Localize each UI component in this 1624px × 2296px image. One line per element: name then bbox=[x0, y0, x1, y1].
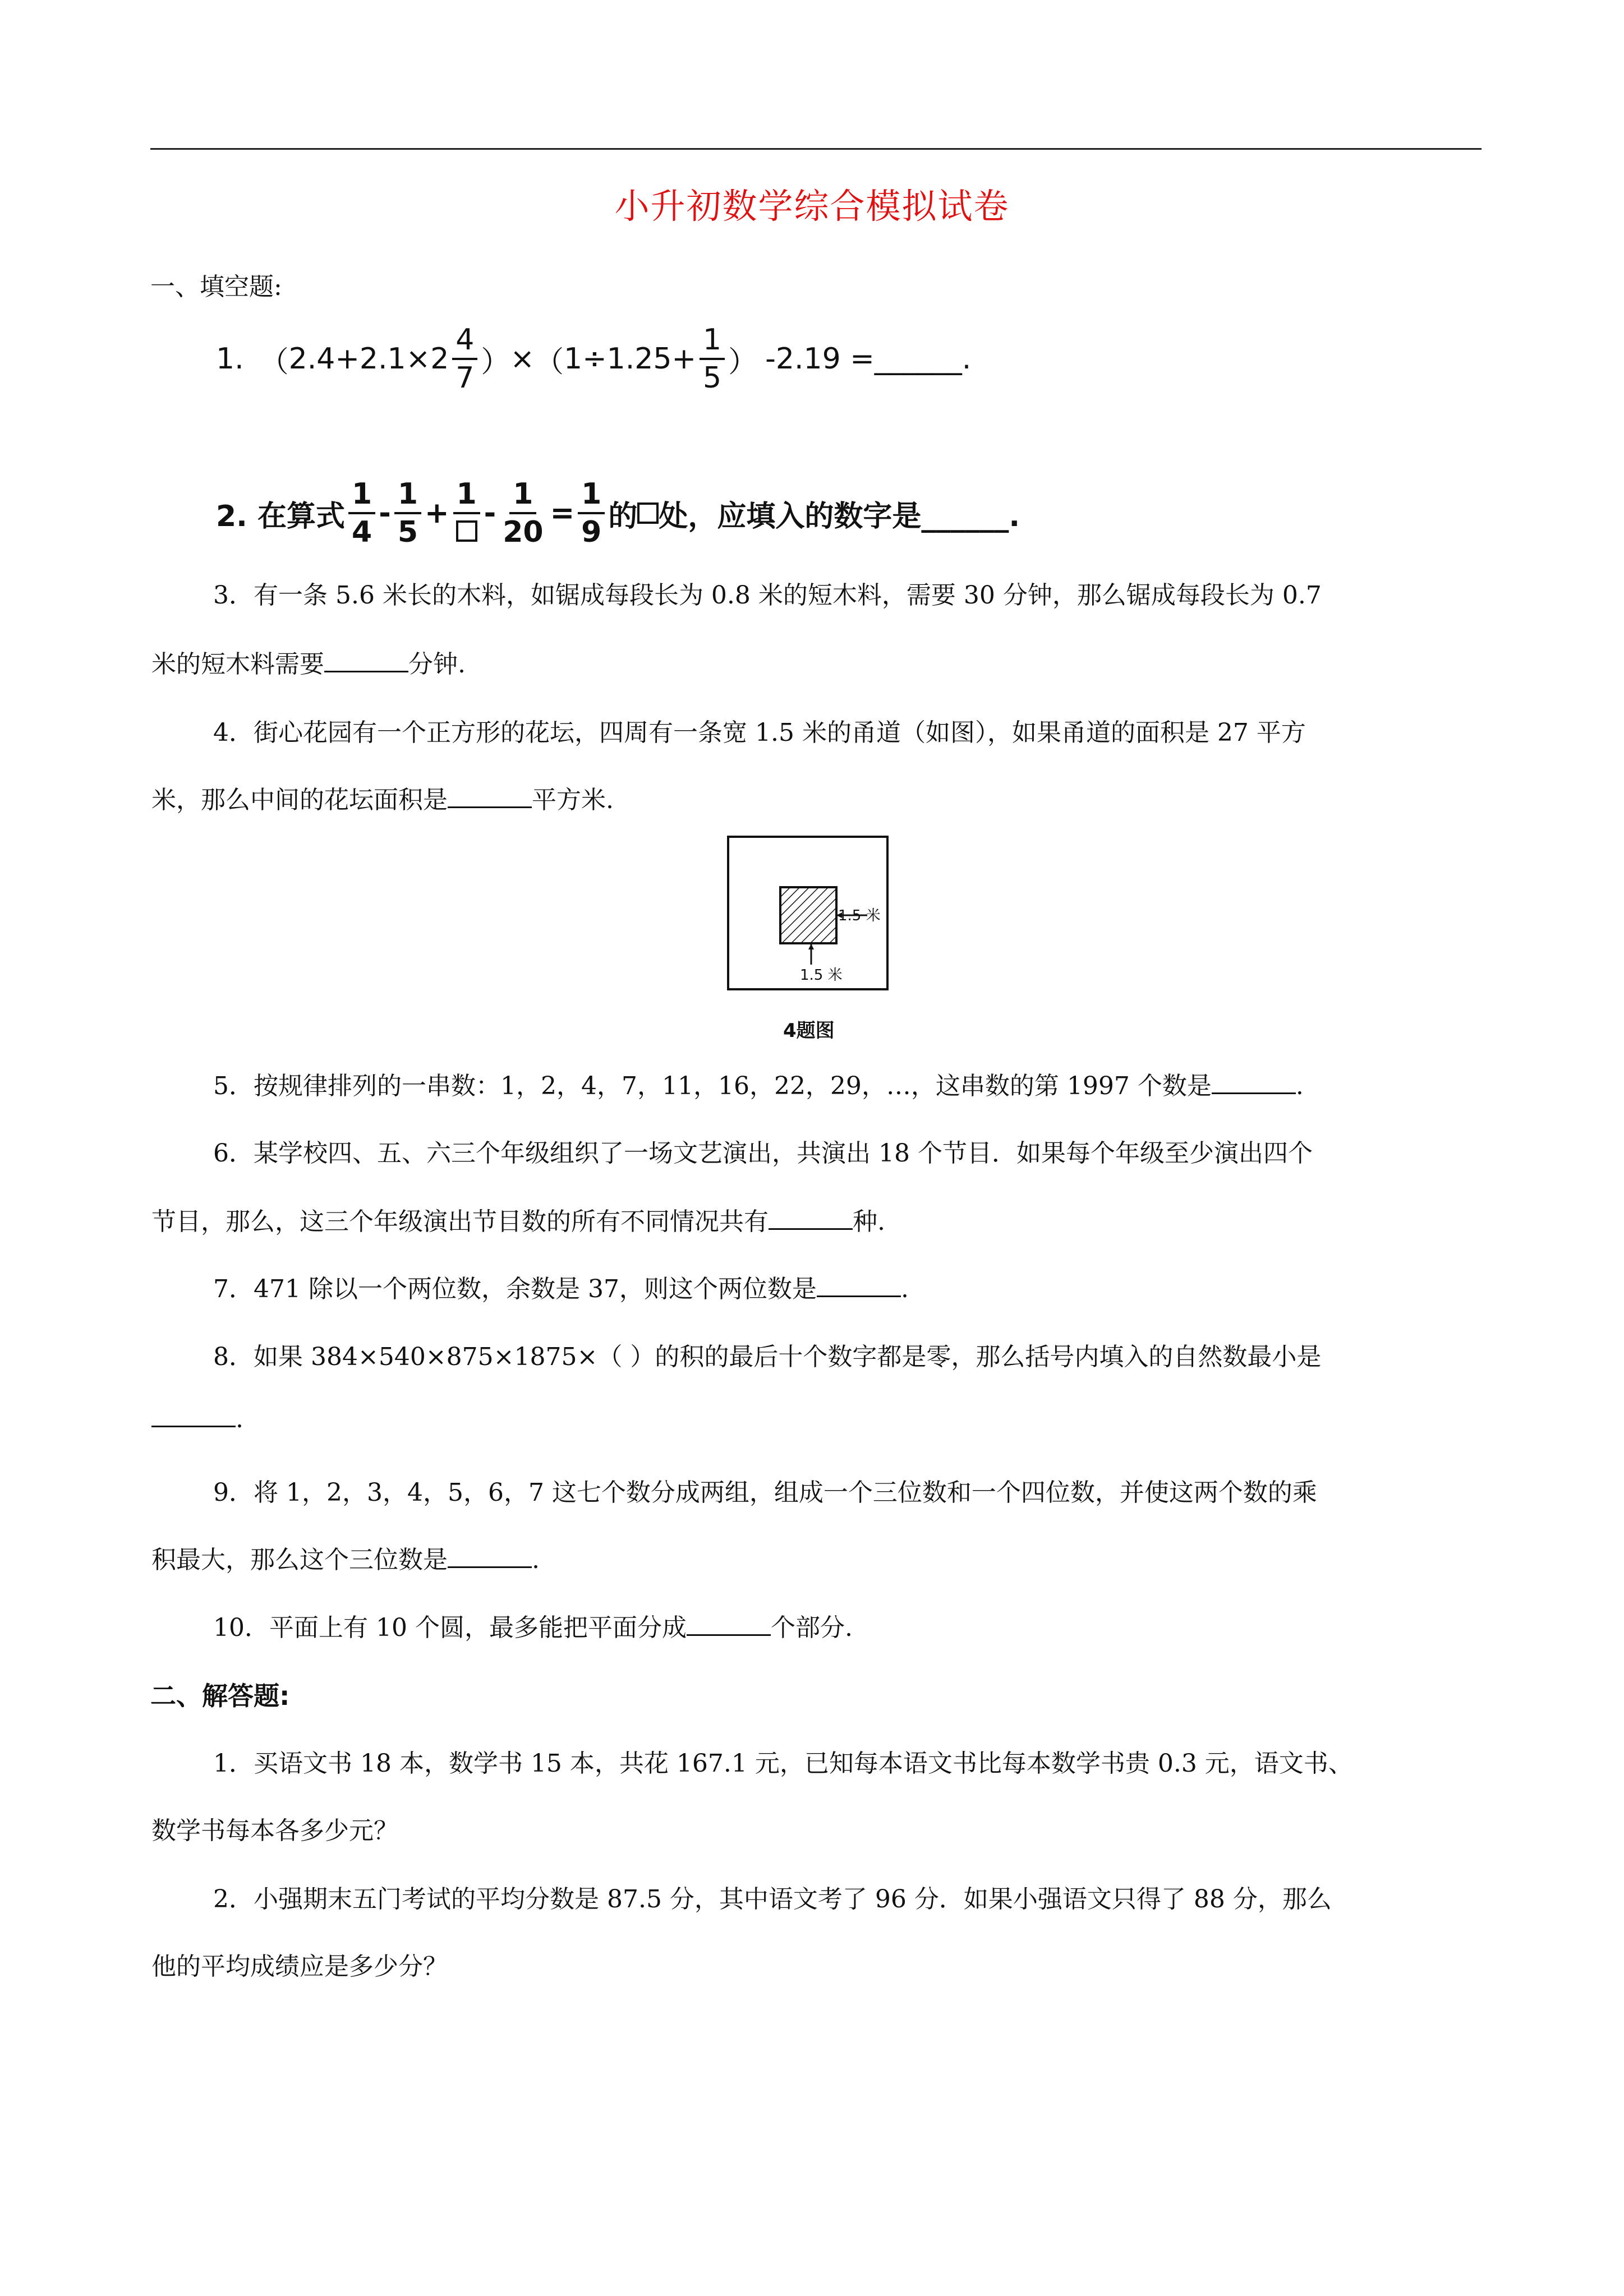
answer-blank bbox=[448, 1546, 532, 1568]
question-2 bbox=[216, 474, 1020, 552]
q2-text: 的 bbox=[608, 499, 638, 533]
label-bottom-width: 1.5 米 bbox=[800, 967, 843, 984]
question-6-line1: 6．某学校四、五、六三个年级组织了一场文艺演出，共演出 18 个节目．如果每个年级至少演出四个 bbox=[213, 1139, 1313, 1168]
denominator: 20 bbox=[503, 515, 544, 549]
denominator: 4 bbox=[352, 515, 372, 549]
q3-text: 分钟. bbox=[408, 650, 466, 679]
section1-heading: 一、填空题: bbox=[150, 273, 282, 301]
question-9-line2 bbox=[151, 1539, 540, 1575]
question-7 bbox=[213, 1269, 909, 1304]
question-9-line1: 9．将 1，2，3，4，5，6，7 这七个数分成两组，组成一个三位数和一个四位数，并使这两个数的乘 bbox=[213, 1478, 1317, 1507]
q4-text: 米，那么中间的花坛面积是 bbox=[151, 786, 448, 814]
page-title: 小升初数学综合模拟试卷 bbox=[614, 186, 1010, 227]
figure-caption: 4题图 bbox=[783, 1020, 835, 1042]
question-8-line2 bbox=[151, 1405, 243, 1433]
numerator: 1 bbox=[453, 480, 480, 514]
q4-text: 平方米. bbox=[532, 786, 614, 814]
q1-paren: （ bbox=[534, 345, 564, 379]
answer-blank bbox=[324, 651, 408, 672]
denominator: 5 bbox=[703, 361, 722, 395]
q1-operator: × bbox=[510, 342, 535, 376]
q2-operator: - bbox=[379, 496, 391, 530]
q7-text: 7．471 除以一个两位数，余数是 37，则这个两位数是 bbox=[213, 1275, 817, 1303]
numerator: 1 bbox=[394, 480, 421, 514]
question-8-line1: 8．如果 384×540×875×1875×（ ）的积的最后十个数字都是零，那么括号内填入的自然数最小是 bbox=[213, 1343, 1322, 1371]
question-10 bbox=[213, 1607, 853, 1643]
mixed-whole: 2 bbox=[430, 342, 449, 376]
solve-1-line1: 1．买语文书 18 本，数学书 15 本，共花 167.1 元，已知每本语文书比每本数学书贵 0.3 元，语文书、 bbox=[213, 1749, 1353, 1778]
q3-text: 米的短木料需要 bbox=[151, 650, 324, 679]
question-4-line2 bbox=[151, 780, 614, 815]
blank-box-icon bbox=[637, 502, 659, 524]
q2-operator: + bbox=[425, 496, 449, 530]
denominator: 9 bbox=[581, 515, 602, 549]
solve-1-line2: 数学书每本各多少元？ bbox=[151, 1816, 398, 1845]
q8-text: . bbox=[236, 1405, 243, 1433]
fraction bbox=[700, 325, 725, 393]
q5-text: 5．按规律排列的一串数：1，2，4，7，11，16，22，29，…，这串数的第 1997 个数是 bbox=[213, 1072, 1212, 1100]
q9-text: 积最大，那么这个三位数是 bbox=[151, 1546, 448, 1574]
question-3-line2 bbox=[151, 644, 466, 680]
question-3-line1: 3．有一条 5.6 米长的木料，如锯成每段长为 0.8 米的短木料，需要 30 分钟，那么锯成每段长为 0.7 bbox=[213, 581, 1322, 610]
q1-term: 1 bbox=[564, 342, 583, 376]
q2-suffix: 处，应填入的数字是______. bbox=[659, 499, 1020, 533]
question-4-line1: 4．街心花园有一个正方形的花坛，四周有一条宽 1.5 米的甬道（如图），如果甬道的面积是 27 平方 bbox=[213, 718, 1306, 747]
solve-2-line2: 他的平均成绩应是多少分？ bbox=[151, 1952, 448, 1981]
q2-equals: = bbox=[550, 496, 575, 530]
q2-prefix: 2. 在算式 bbox=[216, 499, 346, 533]
q1-term: 2.1 bbox=[359, 342, 406, 376]
answer-blank bbox=[448, 786, 532, 808]
numerator: 1 bbox=[700, 325, 725, 360]
arrow-icon bbox=[808, 944, 814, 949]
q6-text: 种. bbox=[853, 1207, 885, 1236]
blank-box-icon bbox=[456, 520, 477, 542]
fraction-blank bbox=[453, 477, 481, 547]
denominator-box bbox=[453, 514, 481, 547]
figure-q4 bbox=[727, 836, 890, 993]
fraction bbox=[394, 477, 421, 549]
q5-text: . bbox=[1295, 1072, 1304, 1100]
answer-blank bbox=[1212, 1072, 1296, 1094]
q1-mixed-number bbox=[430, 325, 481, 393]
answer-blank bbox=[817, 1275, 901, 1297]
q1-operator: + bbox=[671, 342, 697, 376]
q1-term: 2.4 bbox=[288, 342, 335, 376]
q1-answer-tail: -2.19 =______. bbox=[765, 342, 972, 376]
numerator: 4 bbox=[452, 325, 477, 360]
fraction bbox=[499, 477, 546, 549]
label-right-width: 1.5 米 bbox=[838, 907, 881, 924]
q7-text: . bbox=[900, 1275, 909, 1303]
denominator: 5 bbox=[397, 515, 418, 549]
q6-text: 节目，那么，这三个年级演出节目数的所有不同情况共有 bbox=[151, 1207, 769, 1236]
flower-bed-square bbox=[780, 887, 836, 943]
q2-operator: - bbox=[484, 496, 496, 530]
solve-2-line1: 2．小强期末五门考试的平均分数是 87.5 分，其中语文考了 96 分．如果小强语文只得了 88 分，那么 bbox=[213, 1885, 1332, 1914]
q1-number: 1. bbox=[216, 342, 244, 376]
denominator: 7 bbox=[456, 361, 475, 395]
fraction bbox=[452, 325, 477, 393]
answer-blank bbox=[687, 1614, 771, 1636]
numerator: 1 bbox=[348, 480, 375, 514]
fraction bbox=[348, 477, 375, 549]
q10-text: 个部分. bbox=[770, 1613, 853, 1642]
question-6-line2 bbox=[151, 1201, 885, 1237]
fraction bbox=[578, 477, 605, 549]
answer-blank bbox=[151, 1405, 236, 1427]
top-rule bbox=[150, 148, 1482, 150]
question-5 bbox=[213, 1066, 1304, 1101]
q1-operator: ÷ bbox=[582, 342, 607, 376]
answer-blank bbox=[769, 1208, 853, 1230]
q1-operator: × bbox=[406, 342, 431, 376]
numerator: 1 bbox=[509, 480, 536, 514]
q1-paren: ） bbox=[481, 345, 510, 379]
q1-paren: ） bbox=[728, 345, 758, 379]
q1-paren: （ bbox=[259, 345, 289, 379]
q1-term: 1.25 bbox=[606, 342, 672, 376]
q9-text: . bbox=[532, 1546, 540, 1574]
section2-heading: 二、解答题: bbox=[150, 1681, 290, 1711]
numerator: 1 bbox=[578, 480, 605, 514]
question-1 bbox=[216, 320, 971, 398]
q1-operator: + bbox=[335, 342, 360, 376]
q10-text: 10．平面上有 10 个圆，最多能把平面分成 bbox=[213, 1613, 687, 1642]
